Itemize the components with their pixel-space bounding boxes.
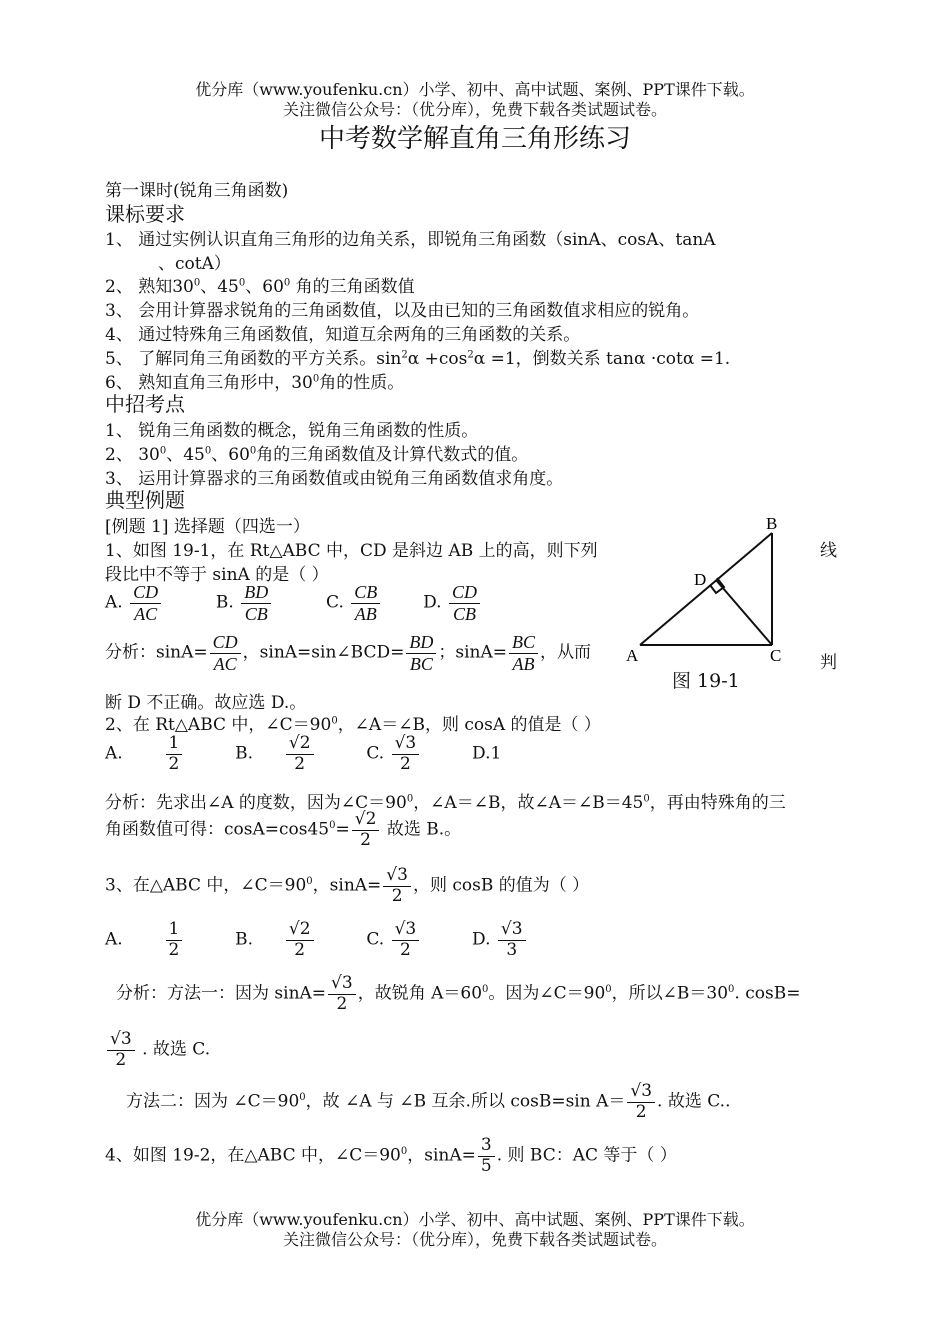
degree-sup: 0 bbox=[249, 445, 257, 457]
degree-sup: 0 bbox=[193, 277, 201, 289]
examples-heading: 典型例题 bbox=[105, 488, 185, 512]
degree-sup: 0 bbox=[728, 983, 735, 995]
exam-point-1: 1、 锐角三角函数的概念，锐角三角函数的性质。 bbox=[105, 421, 479, 441]
q1-stem-end: 线 bbox=[820, 541, 837, 561]
analysis-text: ；sinA= bbox=[438, 642, 507, 663]
degree-sup: 0 bbox=[329, 819, 336, 831]
standard-2-text: 角的三角函数值 bbox=[290, 277, 415, 297]
denominator: 2 bbox=[360, 829, 371, 850]
label-c: C bbox=[770, 646, 782, 665]
exam-points-heading: 中招考点 bbox=[105, 392, 185, 416]
label-b: B bbox=[766, 515, 778, 533]
square-sup: 2 bbox=[401, 349, 408, 361]
denominator: 2 bbox=[635, 1101, 647, 1122]
option-c-fraction bbox=[392, 920, 420, 960]
denominator: 2 bbox=[168, 939, 180, 960]
numerator: BC bbox=[509, 632, 538, 654]
numerator: 1 bbox=[166, 920, 183, 941]
q2-analysis-text: 故选 B.。 bbox=[381, 819, 462, 840]
q3-method-2 bbox=[126, 1082, 730, 1122]
degree-sup: 0 bbox=[299, 1091, 306, 1103]
degree-sup: 0 bbox=[605, 983, 612, 995]
q4-text: ，sinA= bbox=[407, 1145, 476, 1166]
option-d-fraction bbox=[449, 582, 480, 624]
q2-analysis-text: 分析：先求出∠A 的度数，因为∠C＝90 bbox=[105, 793, 407, 813]
q3-text: ，则 cosB 的值为（ ） bbox=[412, 875, 590, 896]
q2-analysis-text: = bbox=[335, 819, 350, 840]
radicand: 3 bbox=[120, 1029, 132, 1049]
q4-text: . 则 BC：AC 等于（ ） bbox=[496, 1145, 677, 1166]
q2-options bbox=[105, 734, 501, 774]
analysis-fraction bbox=[107, 1030, 135, 1070]
exam-point-2-text: 、60 bbox=[211, 445, 250, 465]
q2-text: ，∠A＝∠B，则 cosA 的值是（ ） bbox=[337, 715, 601, 735]
radicand: 3 bbox=[405, 733, 417, 753]
sqrt-icon: √ bbox=[110, 1029, 121, 1049]
standard-4: 4、 通过特殊角三角函数值，知道互余两角的三角函数的关系。 bbox=[105, 325, 581, 345]
analysis-fraction bbox=[352, 810, 380, 850]
sqrt-icon: √ bbox=[386, 865, 398, 885]
standard-2 bbox=[105, 272, 415, 297]
altitude-cd bbox=[716, 580, 772, 645]
numerator: 1 bbox=[166, 734, 183, 755]
radicand: 3 bbox=[641, 1081, 653, 1101]
denominator: 2 bbox=[399, 939, 411, 960]
q3-method2-text: 方法二：因为 ∠C＝90 bbox=[126, 1091, 300, 1112]
standard-1-cont: 、cotA） bbox=[158, 254, 231, 274]
exam-point-2 bbox=[105, 440, 528, 465]
q3-text: 3、在△ABC 中，∠C＝90 bbox=[105, 875, 307, 896]
q4-fraction bbox=[478, 1136, 495, 1176]
numerator: CB bbox=[351, 582, 380, 604]
side-ab bbox=[640, 533, 772, 645]
sqrt-icon: √ bbox=[394, 733, 406, 753]
numerator: CD bbox=[449, 582, 480, 604]
denominator: 2 bbox=[115, 1049, 127, 1070]
standard-5-text: 5、 了解同角三角函数的平方关系。sin bbox=[105, 349, 402, 369]
label-d: D bbox=[694, 570, 707, 589]
standard-5-text: α =1，倒数关系 tanα ·cotα =1. bbox=[473, 349, 731, 369]
degree-sup: 0 bbox=[238, 277, 246, 289]
denominator: 2 bbox=[294, 753, 306, 774]
option-c-fraction bbox=[351, 582, 380, 624]
example-1-heading: [例题 1] 选择题（四选一） bbox=[105, 517, 310, 537]
q1-options bbox=[105, 582, 482, 624]
denominator: AB bbox=[512, 653, 535, 674]
standard-2-text: 、45 bbox=[200, 277, 239, 297]
option-c-label: C. bbox=[366, 743, 385, 764]
option-b-label: B. bbox=[215, 592, 234, 613]
standard-2-text: 2、 熟知30 bbox=[105, 277, 194, 297]
q3-analysis-text: 。因为∠C＝90 bbox=[488, 983, 606, 1004]
square-sup: 2 bbox=[467, 349, 474, 361]
footer-line-2: 关注微信公众号：（优分库），免费下载各类试题试卷。 bbox=[282, 1230, 667, 1249]
degree-sup: 0 bbox=[283, 277, 291, 289]
sqrt-icon: √ bbox=[331, 973, 342, 993]
radicand: 3 bbox=[341, 973, 353, 993]
option-a-fraction bbox=[166, 920, 183, 960]
degree-sup: 0 bbox=[482, 983, 489, 995]
option-c-label: C. bbox=[326, 592, 344, 613]
denominator: AC bbox=[213, 653, 237, 674]
radicand: 3 bbox=[405, 919, 417, 939]
analysis-fraction-2 bbox=[406, 632, 436, 674]
denominator: BC bbox=[409, 653, 433, 674]
header-line-1: 优分库（www.youfenku.cn）小学、初中、高中试题、案例、PPT课件下载。 bbox=[195, 80, 755, 99]
sqrt-icon: √ bbox=[500, 919, 512, 939]
q2-analysis-2 bbox=[105, 810, 461, 850]
q2-analysis-text: ，再由特殊角的三 bbox=[649, 793, 786, 813]
exam-point-2-text: 2、 30 bbox=[105, 445, 160, 465]
label-a: A bbox=[626, 646, 639, 665]
standard-1: 1、 通过实例认识直角三角形的边角关系，即锐角三角函数（sinA、cosA、tanA bbox=[105, 230, 716, 250]
option-b-fraction bbox=[241, 582, 271, 624]
option-a-label: A. bbox=[105, 592, 123, 613]
degree-sup: 0 bbox=[159, 445, 167, 457]
option-b-label: B. bbox=[235, 743, 254, 764]
degree-sup: 0 bbox=[643, 793, 650, 805]
q3-analysis-text: 分析：方法一：因为 sinA= bbox=[116, 983, 327, 1004]
numerator: CD bbox=[210, 632, 241, 654]
q3-options bbox=[105, 920, 528, 960]
q4-text: 4、如图 19-2，在△ABC 中，∠C＝90 bbox=[105, 1145, 401, 1166]
option-b-fraction bbox=[286, 734, 314, 774]
denominator: CB bbox=[244, 603, 268, 624]
standard-3: 3、 会用计算器求锐角的三角函数值，以及由已知的三角函数值求相应的锐角。 bbox=[105, 301, 700, 321]
q3-analysis-text: . cosB= bbox=[734, 983, 801, 1004]
q3-analysis bbox=[116, 974, 800, 1014]
figure-caption: 图 19-1 bbox=[672, 670, 740, 692]
option-c-fraction bbox=[392, 734, 420, 774]
q1-analysis-2: 断 D 不正确。故应选 D.。 bbox=[105, 693, 307, 713]
q3-text: ，sinA= bbox=[312, 875, 382, 896]
q3-analysis-text: . 故选 C. bbox=[136, 1039, 211, 1060]
sqrt-icon: √ bbox=[394, 919, 406, 939]
degree-sup: 0 bbox=[204, 445, 212, 457]
option-b-fraction bbox=[286, 920, 314, 960]
degree-sup: 0 bbox=[312, 373, 320, 385]
analysis-text: 分析：sinA= bbox=[105, 642, 208, 663]
radicand: 2 bbox=[299, 919, 311, 939]
degree-sup: 0 bbox=[331, 715, 338, 727]
exam-point-3: 3、 运用计算器求的三角函数值或由锐角三角函数值求角度。 bbox=[105, 469, 564, 489]
q3-method2-text: ，故 ∠A 与 ∠B 互余.所以 cosB=sin A＝ bbox=[305, 1091, 626, 1112]
radicand: 3 bbox=[511, 919, 523, 939]
q2-text: 2、在 Rt△ABC 中，∠C＝90 bbox=[105, 715, 332, 735]
page-title: 中考数学解直角三角形练习 bbox=[318, 124, 631, 154]
denominator: 5 bbox=[480, 1155, 492, 1176]
standard-5-text: α +cos bbox=[407, 349, 468, 369]
standard-5 bbox=[105, 344, 730, 369]
radicand: 2 bbox=[299, 733, 311, 753]
numerator: 3 bbox=[478, 1136, 495, 1157]
q1-stem-2: 段比中不等于 sinA 的是（ ） bbox=[105, 565, 329, 585]
q1-analysis-end: 判 bbox=[820, 653, 837, 673]
triangle-figure bbox=[620, 515, 790, 665]
lesson-heading: 第一课时(锐角三角函数) bbox=[105, 181, 289, 201]
option-d-fraction bbox=[498, 920, 526, 960]
standard-6-text: 角的性质。 bbox=[319, 373, 405, 393]
standard-6-text: 6、 熟知直角三角形中，30 bbox=[105, 373, 313, 393]
sqrt-icon: √ bbox=[288, 733, 300, 753]
q3-analysis-2 bbox=[105, 1030, 210, 1070]
sqrt-icon: √ bbox=[354, 809, 366, 829]
analysis-text: ，sinA=sin∠BCD= bbox=[242, 642, 405, 663]
q3-analysis-text: ，故锐角 A＝60 bbox=[357, 983, 483, 1004]
denominator: AB bbox=[354, 603, 377, 624]
denominator: AC bbox=[134, 603, 158, 624]
option-a-fraction bbox=[130, 582, 161, 624]
degree-sup: 0 bbox=[406, 793, 414, 805]
analysis-fraction-3 bbox=[509, 632, 538, 674]
q2-analysis-text: ，∠A＝∠B，故∠A＝∠B＝45 bbox=[413, 793, 644, 813]
denominator: 2 bbox=[391, 885, 403, 906]
analysis-fraction bbox=[627, 1082, 655, 1122]
analysis-fraction-1 bbox=[210, 632, 241, 674]
q3-fraction bbox=[383, 866, 411, 906]
denominator: 2 bbox=[399, 753, 411, 774]
option-d-label: D.1 bbox=[472, 743, 502, 764]
degree-sup: 0 bbox=[400, 1145, 408, 1157]
exam-point-2-text: 、45 bbox=[166, 445, 205, 465]
option-d-label: D. bbox=[423, 592, 442, 613]
option-b-label: B. bbox=[235, 929, 254, 950]
exam-point-2-text: 角的三角函数值及计算代数式的值。 bbox=[256, 445, 529, 465]
degree-sup: 0 bbox=[306, 875, 313, 887]
q1-analysis bbox=[105, 632, 591, 674]
denominator: 2 bbox=[336, 993, 348, 1014]
numerator: BD bbox=[241, 582, 271, 604]
denominator: 3 bbox=[506, 939, 518, 960]
option-a-label: A. bbox=[105, 929, 123, 950]
q3-method2-text: . 故选 C.. bbox=[657, 1091, 731, 1112]
denominator: 2 bbox=[294, 939, 306, 960]
option-a-label: A. bbox=[105, 743, 123, 764]
q1-stem: 1、如图 19-1，在 Rt△ABC 中，CD 是斜边 AB 上的高，则下列 bbox=[105, 541, 598, 561]
radicand: 3 bbox=[397, 865, 408, 885]
sqrt-icon: √ bbox=[288, 919, 300, 939]
analysis-fraction bbox=[328, 974, 356, 1014]
option-c-label: C. bbox=[366, 929, 385, 950]
denominator: CB bbox=[452, 603, 476, 624]
numerator: CD bbox=[130, 582, 161, 604]
radicand: 2 bbox=[365, 809, 377, 829]
standard-2-text: 、60 bbox=[245, 277, 284, 297]
option-a-fraction bbox=[166, 734, 183, 774]
header-line-2: 关注微信公众号：（优分库），免费下载各类试题试卷。 bbox=[282, 100, 667, 119]
standards-heading: 课标要求 bbox=[105, 202, 185, 226]
denominator: 2 bbox=[168, 753, 180, 774]
q3-analysis-text: ，所以∠B＝30 bbox=[611, 983, 729, 1004]
sqrt-icon: √ bbox=[630, 1081, 642, 1101]
q3-stem bbox=[105, 866, 589, 906]
analysis-text: ，从而 bbox=[540, 642, 591, 663]
option-d-label: D. bbox=[472, 929, 491, 950]
q4-stem bbox=[105, 1136, 677, 1176]
q2-analysis-text: 角函数值可得：cosA=cos45 bbox=[105, 819, 330, 840]
numerator: BD bbox=[406, 632, 436, 654]
q2-stem bbox=[105, 710, 601, 735]
footer-line-1: 优分库（www.youfenku.cn）小学、初中、高中试题、案例、PPT课件下载。 bbox=[195, 1210, 755, 1229]
